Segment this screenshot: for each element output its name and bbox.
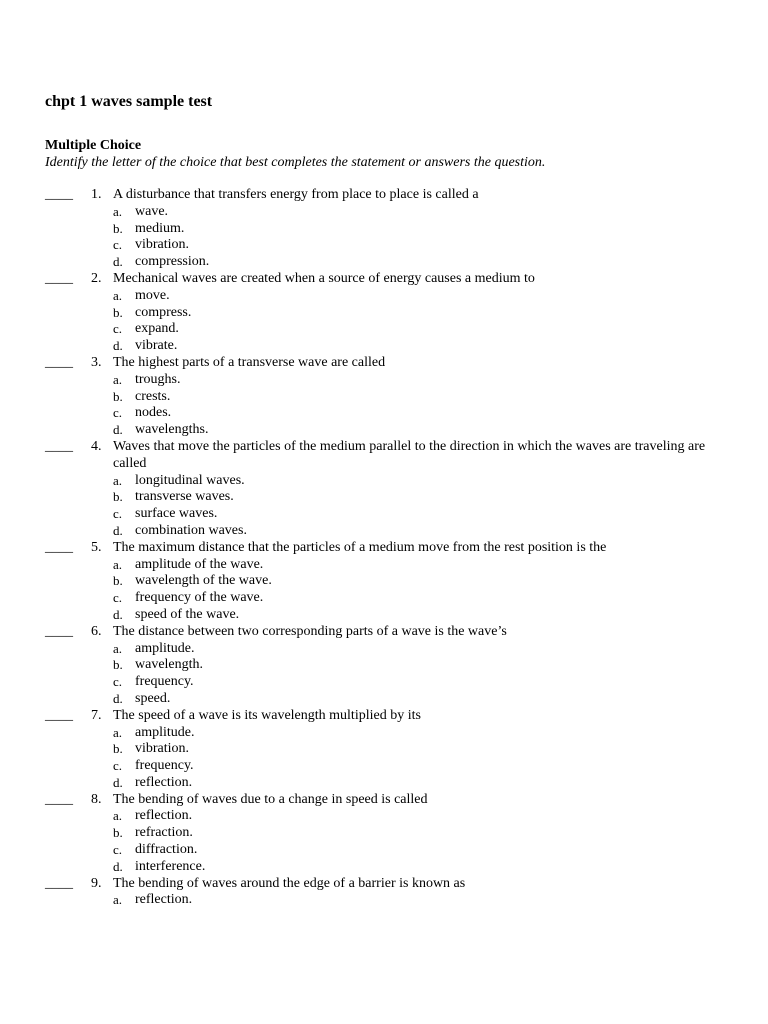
answer-choice xyxy=(45,523,725,540)
answer-choice xyxy=(45,691,725,708)
question-item xyxy=(45,708,725,792)
choice-text: nodes. xyxy=(135,405,172,421)
choice-letter: a. xyxy=(113,724,123,740)
choice-letter: c. xyxy=(113,842,123,858)
choice-letter: c. xyxy=(113,590,123,606)
answer-choice xyxy=(45,607,725,624)
choice-letter: c. xyxy=(113,405,123,421)
question-item xyxy=(45,439,725,540)
question-text: Mechanical waves are created when a source of energy causes a medium to xyxy=(113,270,535,286)
question-text: The highest parts of a transverse wave are called xyxy=(113,354,386,370)
answer-choice xyxy=(45,657,725,674)
answer-choice xyxy=(45,405,725,422)
choice-text: vibration. xyxy=(135,237,190,253)
answer-choice xyxy=(45,288,725,305)
question-stem xyxy=(45,355,725,372)
answer-choice xyxy=(45,204,725,221)
choice-text: frequency of the wave. xyxy=(135,590,264,606)
question-stem xyxy=(45,271,725,288)
choice-text: compress. xyxy=(135,304,192,320)
choice-text: refraction. xyxy=(135,825,193,841)
choice-text: transverse waves. xyxy=(135,489,234,505)
choice-text: expand. xyxy=(135,321,179,337)
answer-choice xyxy=(45,842,725,859)
question-stem xyxy=(45,792,725,809)
choice-text: reflection. xyxy=(135,808,193,824)
choice-text: move. xyxy=(135,287,170,303)
choice-text: troughs. xyxy=(135,371,181,387)
question-item xyxy=(45,271,725,355)
choice-text: wavelengths. xyxy=(135,422,209,438)
question-text: The speed of a wave is its wavelength multiplied by its xyxy=(113,707,421,723)
choice-text: amplitude of the wave. xyxy=(135,556,264,572)
choice-text: frequency. xyxy=(135,758,194,774)
choice-letter: d. xyxy=(113,690,123,706)
choice-text: amplitude. xyxy=(135,640,195,656)
choice-text: vibration. xyxy=(135,741,190,757)
answer-choice xyxy=(45,372,725,389)
question-number: 4. xyxy=(91,438,102,454)
question-stem xyxy=(45,708,725,725)
answer-choice xyxy=(45,489,725,506)
answer-blank[interactable]: ____ xyxy=(45,791,73,807)
choice-letter: a. xyxy=(113,556,123,572)
question-stem xyxy=(45,876,725,893)
choice-letter: b. xyxy=(113,489,123,505)
answer-choice xyxy=(45,775,725,792)
choice-text: longitudinal waves. xyxy=(135,472,245,488)
choice-letter: c. xyxy=(113,674,123,690)
choice-text: reflection. xyxy=(135,892,193,908)
answer-choice xyxy=(45,338,725,355)
choice-letter: d. xyxy=(113,606,123,622)
section-heading: Multiple Choice xyxy=(45,138,142,153)
choice-letter: a. xyxy=(113,892,123,908)
choice-letter: b. xyxy=(113,304,123,320)
choice-text: combination waves. xyxy=(135,522,247,538)
answer-choice xyxy=(45,557,725,574)
answer-choice xyxy=(45,641,725,658)
question-number: 6. xyxy=(91,623,102,639)
choice-letter: d. xyxy=(113,254,123,270)
question-item xyxy=(45,355,725,439)
answer-blank[interactable]: ____ xyxy=(45,539,73,555)
answer-choice xyxy=(45,859,725,876)
question-number: 9. xyxy=(91,875,102,891)
choice-letter: d. xyxy=(113,858,123,874)
answer-choice xyxy=(45,237,725,254)
question-item xyxy=(45,187,725,271)
question-text: A disturbance that transfers energy from place to place is called a xyxy=(113,187,479,202)
page-title: chpt 1 waves sample test xyxy=(45,93,213,110)
answer-choice xyxy=(45,741,725,758)
choice-letter: d. xyxy=(113,422,123,438)
choice-text: medium. xyxy=(135,220,185,236)
answer-blank[interactable]: ____ xyxy=(45,875,73,891)
answer-blank[interactable]: ____ xyxy=(45,354,73,370)
choice-text: speed. xyxy=(135,690,171,706)
answer-blank[interactable]: ____ xyxy=(45,187,73,202)
question-number: 1. xyxy=(91,187,102,202)
answer-blank[interactable]: ____ xyxy=(45,438,73,454)
choice-text: interference. xyxy=(135,858,206,874)
choice-letter: b. xyxy=(113,220,123,236)
answer-choice xyxy=(45,725,725,742)
answer-choice xyxy=(45,254,725,271)
question-text: The bending of waves around the edge of a barrier is known as xyxy=(113,875,466,891)
choice-text: frequency. xyxy=(135,674,194,690)
question-item xyxy=(45,540,725,624)
choice-letter: b. xyxy=(113,388,123,404)
answer-choice xyxy=(45,221,725,238)
choice-letter: b. xyxy=(113,657,123,673)
answer-choice xyxy=(45,808,725,825)
choice-letter: a. xyxy=(113,640,123,656)
choice-text: compression. xyxy=(135,254,210,270)
choice-text: crests. xyxy=(135,388,171,404)
answer-blank[interactable]: ____ xyxy=(45,623,73,639)
answer-choice xyxy=(45,590,725,607)
question-text: The bending of waves due to a change in speed is called xyxy=(113,791,428,807)
question-text: Waves that move the particles of the medium parallel to the direction in which the waves are traveling are called xyxy=(113,438,706,471)
question-text: The maximum distance that the particles of a medium move from the rest position is the xyxy=(113,539,607,555)
question-text: The distance between two corresponding parts of a wave is the wave’s xyxy=(113,623,507,639)
question-stem xyxy=(45,439,725,473)
choice-letter: c. xyxy=(113,506,123,522)
question-stem xyxy=(45,540,725,557)
answer-blank[interactable]: ____ xyxy=(45,707,73,723)
choice-letter: c. xyxy=(113,321,123,337)
choice-letter: a. xyxy=(113,472,123,488)
choice-letter: d. xyxy=(113,338,123,354)
choice-text: wavelength of the wave. xyxy=(135,573,272,589)
question-item xyxy=(45,876,725,910)
choice-text: surface waves. xyxy=(135,506,218,522)
answer-choice xyxy=(45,305,725,322)
answer-choice xyxy=(45,389,725,406)
choice-letter: a. xyxy=(113,287,123,303)
answer-choice xyxy=(45,473,725,490)
answer-choice xyxy=(45,758,725,775)
answer-blank[interactable]: ____ xyxy=(45,270,73,286)
choice-letter: c. xyxy=(113,237,123,253)
choice-text: wavelength. xyxy=(135,657,204,673)
choice-letter: b. xyxy=(113,825,123,841)
choice-letter: b. xyxy=(113,573,123,589)
answer-choice xyxy=(45,321,725,338)
question-number: 2. xyxy=(91,270,102,286)
choice-text: speed of the wave. xyxy=(135,606,240,622)
answer-choice xyxy=(45,506,725,523)
question-list xyxy=(45,187,725,909)
answer-choice xyxy=(45,422,725,439)
answer-choice xyxy=(45,573,725,590)
question-number: 8. xyxy=(91,791,102,807)
question-number: 3. xyxy=(91,354,102,370)
question-stem xyxy=(45,187,725,204)
choice-letter: d. xyxy=(113,522,123,538)
choice-text: amplitude. xyxy=(135,724,195,740)
choice-letter: a. xyxy=(113,808,123,824)
answer-choice xyxy=(45,825,725,842)
question-item xyxy=(45,624,725,708)
choice-letter: a. xyxy=(113,203,123,219)
choice-text: wave. xyxy=(135,203,169,219)
question-number: 7. xyxy=(91,707,102,723)
choice-text: vibrate. xyxy=(135,338,178,354)
question-number: 5. xyxy=(91,539,102,555)
choice-text: reflection. xyxy=(135,774,193,790)
question-stem xyxy=(45,624,725,641)
choice-text: diffraction. xyxy=(135,842,198,858)
choice-letter: c. xyxy=(113,758,123,774)
question-item xyxy=(45,792,725,876)
choice-letter: a. xyxy=(113,371,123,387)
answer-choice xyxy=(45,674,725,691)
choice-letter: b. xyxy=(113,741,123,757)
section-instructions: Identify the letter of the choice that best completes the statement or answers the question. xyxy=(45,155,546,170)
choice-letter: d. xyxy=(113,774,123,790)
answer-choice xyxy=(45,892,725,909)
